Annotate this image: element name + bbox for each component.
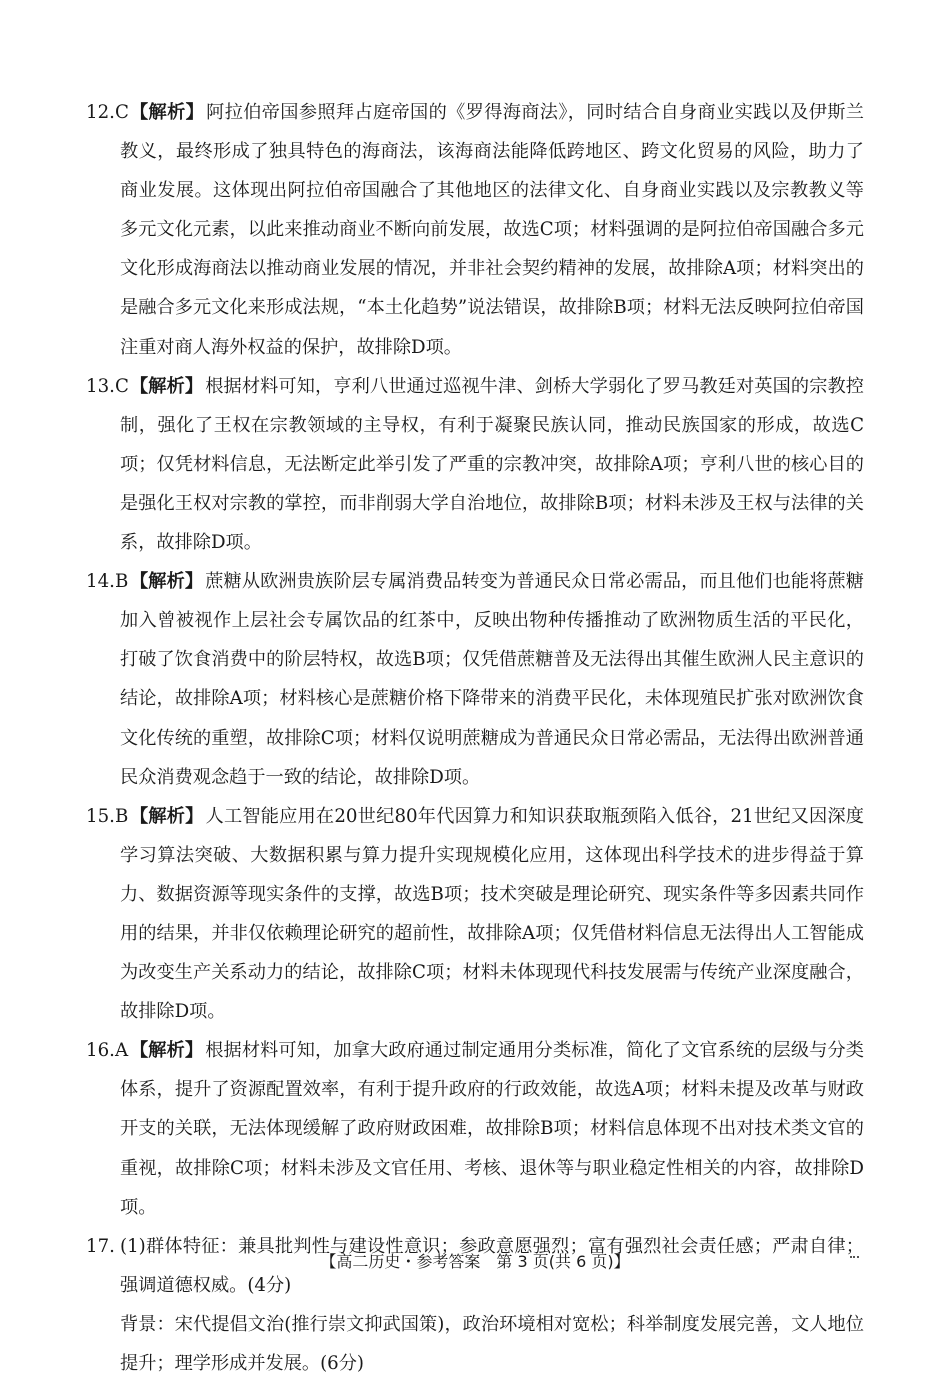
analysis-text: 根据材料可知，加拿大政府通过制定通用分类标准，简化了文官系统的层级与分类体系，提升了资源配置效率，有利于提升政府的行政效能，故选A项；材料未提及改革与财政开支的关联，无法体现缓解了政府财政困难，故排除B项；材料信息体现不出对技术类文官的重视，故排除C项；材料未涉及文官任用、考核、退休等与职业稳定性相关的内容，故排除D项。 xyxy=(120,1040,864,1218)
answer-item-13 xyxy=(86,367,864,562)
answer-item-16 xyxy=(86,1031,864,1226)
analysis-text: 阿拉伯帝国参照拜占庭帝国的《罗得海商法》，同时结合自身商业实践以及伊斯兰教义，最终形成了独具特色的海商法，该海商法能降低跨地区、跨文化贸易的风险，助力了商业发展。这体现出阿拉伯帝国融合了其他地区的法律文化、自身商业实践以及宗教教义等多元文化元素，以此来推动商业不断向前发展，故选C项；材料强调的是阿拉伯帝国融合多元文化形成海商法以推动商业发展的情况，并非社会契约精神的发展，故排除A项；材料突出的是融合多元文化来形成法规，“本土化趋势”说法错误，故排除B项；材料无法反映阿拉伯帝国注重对商人海外权益的保护，故排除D项。 xyxy=(120,102,864,358)
corner-mark xyxy=(850,1256,859,1260)
analysis-label: 【解析】 xyxy=(130,102,205,123)
question-number: 16.A xyxy=(86,1040,129,1062)
analysis-text: 根据材料可知，亨利八世通过巡视牛津、剑桥大学弱化了罗马教廷对英国的宗教控制，强化了王权在宗教领域的主导权，有利于凝聚民族认同，推动民族国家的形成，故选C项；仅凭材料信息，无法断定此举引发了严重的宗教冲突，故排除A项；亨利八世的核心目的是强化王权对宗教的掌控，而非削弱大学自治地位，故排除B项；材料未涉及王权与法律的关系，故排除D项。 xyxy=(120,375,864,554)
analysis-text: 人工智能应用在20世纪80年代因算力和知识获取瓶颈陷入低谷，21世纪又因深度学习算法突破、大数据积累与算力提升实现规模化应用，这体现出科学技术的进步得益于算力、数据资源等现实条件的支撑，故选B项；技术突破是理论研究、现实条件等多因素共同作用的结果，并非仅依赖理论研究的超前性，故排除A项；仅凭借材料信息无法得出人工智能成为改变生产关系动力的结论，故排除C项；材料未体现现代科技发展需与传统产业深度融合，故排除D项。 xyxy=(120,805,864,1023)
answer-content xyxy=(86,93,864,1383)
answer-part-2: 背景：宋代提倡文治(推行崇文抑武国策)，政治环境相对宽松；科举制度发展完善，文人地位提升；理学形成并发展。(6分) xyxy=(120,1313,864,1374)
answer-item-15 xyxy=(86,797,864,1032)
question-number: 12.C xyxy=(86,102,129,123)
answer-item-12 xyxy=(86,93,864,367)
analysis-label: 【解析】 xyxy=(130,375,204,397)
analysis-label: 【解析】 xyxy=(130,571,204,593)
analysis-text: 蔗糖从欧洲贵族阶层专属消费品转变为普通民众日常必需品，而且他们也能将蔗糖加入曾被视作上层社会专属饮品的红茶中，反映出物种传播推动了欧洲物质生活的平民化，打破了饮食消费中的阶层特权，故选B项；仅凭借蔗糖普及无法得出其催生欧洲人民主意识的结论，故排除A项；材料核心是蔗糖价格下降带来的消费平民化，未体现殖民扩张对欧洲饮食文化传统的重塑，故排除C项；材料仅说明蔗糖成为普通民众日常必需品，无法得出欧洲普通民众消费观念趋于一致的结论，故排除D项。 xyxy=(120,571,864,788)
question-number: 13.C xyxy=(86,375,129,397)
answer-part-1: (1)群体特征：兼具批判性与建设性意识；参政意愿强烈；富有强烈社会责任感；严肃自律；强调道德权威。(4分) xyxy=(120,1235,864,1296)
analysis-label: 【解析】 xyxy=(130,805,204,827)
question-number: 17. xyxy=(86,1235,115,1257)
question-number: 14.B xyxy=(86,571,129,593)
analysis-label: 【解析】 xyxy=(130,1040,204,1062)
page-footer: 【高二历史・参考答案 第 3 页(共 6 页)】 xyxy=(320,1252,630,1271)
answer-item-14 xyxy=(86,562,864,797)
question-number: 15.B xyxy=(86,805,129,827)
